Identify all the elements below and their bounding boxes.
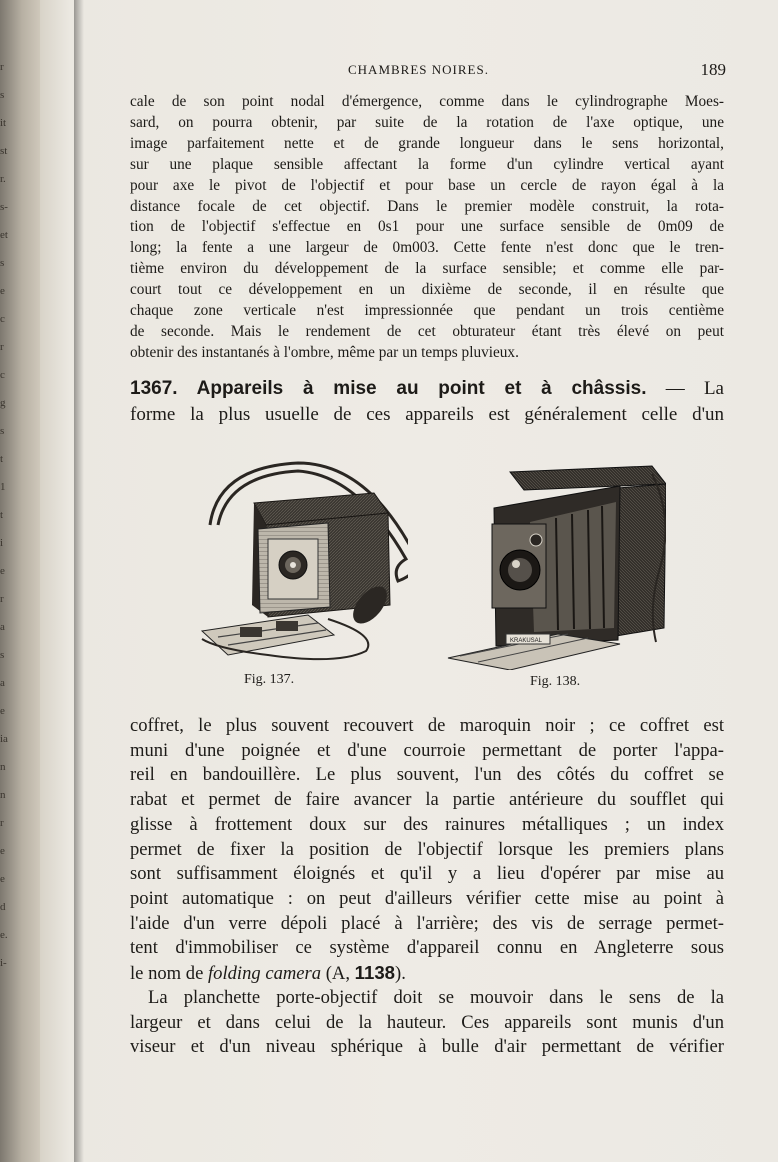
text-line: sur une plaque sensible affectant la forme d'un cylindre vertical ayant [130,155,724,173]
facing-page-fragments [0,60,14,1060]
facing-page-fragment: et [0,229,8,241]
facing-page-fragment: t [0,453,4,465]
figure-138-illustration [438,458,666,670]
text-line: l'aide d'un verre dépoli placé à l'arrière; des vis de serrage permet- [130,912,724,934]
facing-page-fragment: ia [0,733,8,745]
text-line: cale de son point nodal d'émergence, comme dans le cylindrographe Moes- [130,93,724,110]
facing-page-fragment: n [0,789,6,801]
body-paragraph [130,714,724,987]
text-line: sard, on pourra obtenir, par suite de la rotation de l'axe optique, une [130,113,724,131]
text-line: tième environ du développement de la surface sensible; et comme elle par- [130,260,724,278]
facing-page-fragment: r [0,817,4,829]
facing-page-fragment: s [0,257,5,269]
section-heading [130,376,724,402]
text-line: permet de fixer la position de l'objectif lorsque les premiers plans [130,838,724,860]
facing-page-fragment: t [0,509,4,521]
gutter-shadow [74,0,84,1162]
section-title-text: Appareils à mise au point et à châssis. [196,378,647,399]
reference-number: 1138 [354,962,396,984]
text-line: point automatique : on peut d'ailleurs vérifier cette mise au point à [130,887,724,909]
text-line: reil en bandouillère. Le plus souvent, l'un des côtés du coffret se [130,764,724,786]
text-line: chaque zone verticale n'est impressionnée que pendant un trois centième [130,302,724,320]
facing-page-fragment: n [0,761,6,773]
facing-page-fragment: r. [0,173,6,185]
text-line: de seconde. Mais le rendement de cet obturateur étant très élevé on peut [130,322,724,340]
facing-page-fragment: r [0,341,4,353]
text-line: viseur et d'un niveau sphérique à bulle d'air permettant de vérifier [130,1036,724,1058]
facing-page-fragment: e [0,565,5,577]
facing-page-fragment: g [0,397,6,409]
book-page [40,0,778,1162]
facing-page-fragment: r [0,61,4,73]
last-line-suffix: ). [395,963,406,985]
section-title: . [172,378,197,399]
facing-page-fragment: s- [0,201,8,213]
facing-page-fragment: c [0,369,5,381]
text-line: obtenir des instantanés à l'ombre, même par un temps pluvieux. [130,343,519,361]
figure-138-caption: Fig. 138. [530,674,581,689]
text-line: image parfaitement nette et de grande longueur dans le sens horizontal, [130,134,724,152]
paragraph-continuation [130,92,724,364]
section-second-line: forme la plus usuelle de ces appareils est généralement celle d'un [130,404,724,425]
text-line: sont suffisamment éloignés et qu'il y a lieu d'opérer par mise au [130,863,724,885]
facing-page-fragment: a [0,621,5,633]
plate-label: KRAKUSAL [510,638,543,644]
facing-page-fragment: e [0,845,5,857]
facing-page-fragment: r [0,593,4,605]
text-line: rabat et permet de faire avancer la partie antérieure du soufflet qui [130,789,724,811]
facing-page-fragment: it [0,117,7,129]
facing-page-fragment: 1 [0,481,6,493]
text-line: tion de l'objectif s'effectue en 0s1 pour une surface sensible de 0m09 de [130,218,724,236]
facing-page-fragment: s [0,649,5,661]
text-line: muni d'une poignée et d'une courroie permettant de porter l'appa- [130,739,724,761]
folding-camera-term: folding camera [207,963,322,985]
text-line: glisse à frottement doux sur des rainures métalliques ; un index [130,813,724,835]
section-dash-text: — La [665,378,724,399]
running-head: CHAMBRES NOIRES. [348,62,489,77]
text-line: coffret, le plus souvent recouvert de maroquin noir ; ce coffret est [130,715,724,736]
facing-page-fragment: s [0,89,5,101]
text-line: court tout ce développement en un dixième de seconde, il en résulte que [130,281,724,299]
text-line: pour axe le pivot de l'objectif et pour base un cercle de rayon égal à la [130,176,724,194]
facing-page-fragment: e [0,285,5,297]
facing-page-fragment: i- [0,957,7,969]
facing-page-fragment: a [0,677,5,689]
text-line: long; la fente a une largeur de 0m003. Cette fente n'est donc que le tren- [130,239,724,257]
page-number: 189 [700,60,726,79]
section-number: 1367 [130,378,173,399]
facing-page-fragment: i [0,537,4,549]
figure-137-caption: Fig. 137. [244,672,295,687]
figure-137-illustration [158,455,408,667]
facing-page-fragment: d [0,901,6,913]
facing-page-edge [0,0,40,1162]
body-paragraph-2 [130,986,724,1060]
text-line: tent d'immobiliser ce système d'appareil connu en Angleterre sous [130,937,724,959]
body-last-line [130,961,724,987]
text-line: largeur et dans celui de la hauteur. Ces appareils sont munis d'un [130,1011,724,1033]
section-intro-line [130,402,724,428]
facing-page-fragment: st [0,145,8,157]
facing-page-fragment: e [0,873,5,885]
text-line: distance focale de cet objectif. Dans le premier modèle construit, la rota- [130,197,724,215]
facing-page-fragment: e [0,705,5,717]
facing-page-fragment: c [0,313,5,325]
last-line-middle: (A, [321,963,355,985]
last-line-prefix: le nom de [130,963,208,985]
facing-page-fragment: s [0,425,5,437]
text-line: La planchette porte-objectif doit se mouvoir dans le sens de la [148,987,724,1008]
facing-page-fragment: e. [0,929,8,941]
